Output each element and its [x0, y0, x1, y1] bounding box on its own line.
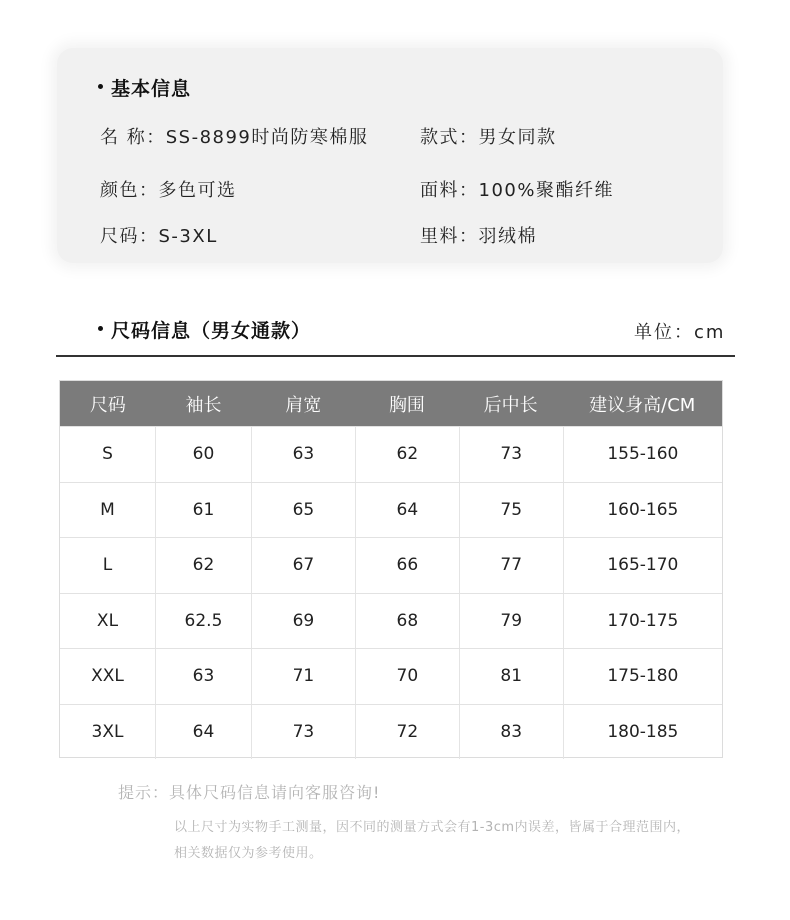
- header-cell: 胸围: [388, 394, 425, 416]
- table-cell: 62.5: [155, 594, 251, 649]
- table-cell: 63: [155, 649, 251, 704]
- product-lining: 里料：羽绒棉: [420, 226, 537, 247]
- table-header: [60, 381, 722, 426]
- table-cell: 170-175: [563, 594, 722, 649]
- table-cell: 71: [251, 649, 355, 704]
- table-row: [60, 648, 722, 704]
- table-cell: L: [102, 555, 113, 576]
- header-cell: 后中长: [483, 394, 538, 416]
- table-cell: 61: [155, 483, 251, 538]
- product-size-range: 尺码：S-3XL: [100, 226, 218, 247]
- size-info-heading: [98, 316, 311, 343]
- table-cell: 72: [355, 705, 459, 760]
- table-cell: 165-170: [563, 538, 722, 593]
- divider: [56, 355, 735, 357]
- table-cell: 62: [355, 427, 459, 482]
- table-row: [60, 593, 722, 649]
- table-row: [60, 482, 722, 538]
- table-cell: 83: [459, 705, 563, 760]
- table-cell: 62: [155, 538, 251, 593]
- table-cell: 79: [459, 594, 563, 649]
- basic-info-title: 基本信息: [111, 78, 192, 100]
- bullet-dot: [98, 326, 103, 331]
- table-cell: S: [102, 444, 113, 465]
- table-cell: 63: [251, 427, 355, 482]
- header-cell: 肩宽: [285, 394, 322, 416]
- size-info-title: 尺码信息（男女通款）: [111, 320, 312, 342]
- table-row: [60, 426, 722, 482]
- table-cell: 73: [459, 427, 563, 482]
- header-cell: 建议身高/CM: [589, 394, 696, 416]
- product-style: 款式：男女同款: [420, 127, 557, 148]
- table-cell: M: [100, 499, 115, 520]
- product-color: 颜色：多色可选: [100, 180, 237, 201]
- product-fabric: 面料：100%聚酯纤维: [420, 180, 614, 201]
- table-cell: 160-165: [563, 483, 722, 538]
- table-cell: 180-185: [563, 705, 722, 760]
- table-cell: 75: [459, 483, 563, 538]
- table-cell: 68: [355, 594, 459, 649]
- size-table: [59, 380, 723, 758]
- basic-info-heading: [98, 74, 191, 101]
- unit-label: 单位：cm: [634, 322, 726, 343]
- table-cell: 73: [251, 705, 355, 760]
- bullet-dot: [98, 84, 103, 89]
- table-cell: 70: [355, 649, 459, 704]
- header-cell: 尺码: [89, 394, 126, 416]
- table-cell: 65: [251, 483, 355, 538]
- table-cell: 155-160: [563, 427, 722, 482]
- table-cell: 77: [459, 538, 563, 593]
- table-cell: 60: [155, 427, 251, 482]
- tip-note: 提示：具体尺码信息请向客服咨询!: [118, 783, 381, 802]
- table-cell: XXL: [91, 666, 124, 687]
- table-row: [60, 537, 722, 593]
- product-name: 名 称：SS-8899时尚防寒棉服: [100, 127, 369, 148]
- table-cell: 67: [251, 538, 355, 593]
- table-cell: 64: [355, 483, 459, 538]
- table-cell: 81: [459, 649, 563, 704]
- table-row: [60, 704, 722, 760]
- table-cell: 3XL: [91, 721, 124, 742]
- table-cell: 66: [355, 538, 459, 593]
- measurement-disclaimer: 以上尺寸为实物手工测量，因不同的测量方式会有1-3cm内误差，皆属于合理范围内，相关数据仅为参考使用。: [174, 820, 691, 861]
- header-cell: 袖长: [185, 394, 222, 416]
- table-cell: 64: [155, 705, 251, 760]
- table-cell: XL: [96, 610, 119, 631]
- table-cell: 69: [251, 594, 355, 649]
- table-cell: 175-180: [563, 649, 722, 704]
